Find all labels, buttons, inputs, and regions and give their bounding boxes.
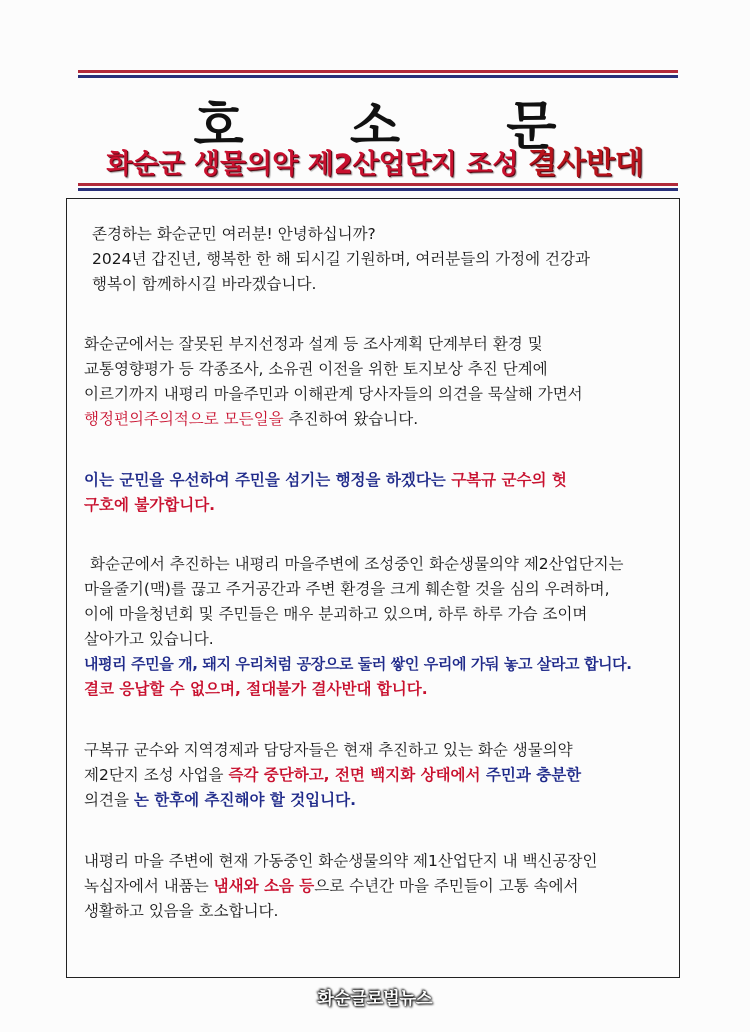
process-line-3: 이르기까지 내평리 마을주민과 이해관계 당사자들의 의견을 묵살해 가면서	[84, 385, 583, 403]
page-subtitle	[0, 138, 750, 182]
demand-blue-text: 주민과 충분한	[480, 766, 582, 784]
demand-line-2-start: 제2단지 조성 사업을	[84, 766, 229, 784]
concern-line-3: 이에 마을청년회 및 주민들은 매우 분괴하고 있으며, 하루 하루 가슴 조이며	[84, 605, 588, 623]
appeal-line-3: 생활하고 있음을 호소합니다.	[84, 902, 279, 920]
paragraph-concern-cont	[84, 577, 684, 702]
concern-line-4: 살아가고 있습니다.	[84, 630, 214, 648]
criticism-red-text: 구복규 군수의 헛	[451, 471, 567, 489]
greeting-line-3: 행복이 함께하시길 바라겠습니다.	[92, 275, 317, 293]
appeal-line-2	[84, 874, 684, 899]
demand-line-3	[84, 788, 684, 813]
paragraph-appeal	[84, 849, 684, 924]
concern-line-1: 화순군에서 추진하는 내평리 마을주변에 조성중인 화순생물의약 제2산업단지는	[90, 555, 624, 573]
appeal-red-text: 냄새와 소음 등	[213, 877, 315, 895]
concern-line-5: 내평리 주민을 개, 돼지 우리처럼 공장으로 둘러 쌓인 우리에 가둬 놓고 살라고 합니다.	[84, 655, 632, 673]
paragraph-criticism	[84, 468, 684, 518]
news-watermark: 화순글로벌뉴스	[317, 989, 433, 1009]
criticism-line-1	[84, 468, 684, 493]
header-rule-blue-top	[78, 75, 678, 78]
criticism-line-2: 구호에 불가합니다.	[84, 496, 216, 514]
paragraph-process	[84, 332, 684, 432]
page-title: 호 소 문	[193, 97, 601, 157]
greeting-paragraph	[92, 222, 692, 297]
demand-line-3-start: 의견을	[84, 791, 134, 809]
process-highlight: 행정편의주의적으로 모든일을	[84, 410, 284, 428]
process-line-4-rest: 추진하여 왔습니다.	[283, 410, 419, 428]
greeting-line-1: 존경하는 화순군민 여러분! 안녕하십니까?	[92, 225, 376, 243]
paragraph-demand	[84, 738, 684, 813]
paragraph-concern	[90, 552, 690, 577]
process-line-4	[84, 407, 684, 432]
appeal-line-2-end: 으로 수년간 마을 주민들이 고통 속에서	[314, 877, 579, 895]
demand-line-1: 구복규 군수와 지역경제과 담당자들은 현재 추진하고 있는 화순 생물의약	[84, 741, 573, 759]
criticism-blue-text: 이는 군민을 우선하여 주민을 섬기는 행정을 하겠다는	[84, 471, 452, 489]
process-line-1: 화순군에서는 잘못된 부지선정과 설계 등 조사계획 단계부터 환경 및	[84, 335, 543, 353]
concern-line-6: 결코 응납할 수 없으며, 절대불가 결사반대 합니다.	[84, 680, 428, 698]
appeal-line-2-start: 녹십자에서 내품는	[84, 877, 214, 895]
subtitle-main: 화순군 생물의약 제2산업단지 조성	[106, 149, 519, 180]
demand-line-3-blue: 논 한후에 추진해야 할 것입니다.	[133, 791, 356, 809]
greeting-line-2: 2024년 갑진년, 행복한 한 해 되시길 기원하며, 여러분들의 가정에 건강과	[92, 250, 590, 268]
demand-red-text: 즉각 중단하고, 전면 백지화 상태에서	[228, 766, 481, 784]
demand-line-2	[84, 763, 684, 788]
header-rule-red-bottom	[78, 183, 678, 186]
header-rule-red-top	[78, 70, 678, 73]
appeal-line-1: 내평리 마을 주변에 현재 가동중인 화순생물의약 제1산업단지 내 백신공장인	[84, 852, 598, 870]
subtitle-emphasis: 결사반대	[527, 146, 644, 181]
process-line-2: 교통영향평가 등 각종조사, 소유권 이전을 위한 토지보상 추진 단계에	[84, 360, 548, 378]
header-rule-blue-bottom	[78, 188, 678, 191]
concern-line-2: 마을줄기(맥)를 끊고 주거공간과 주변 환경을 크게 훼손할 것을 심의 우려하며,	[84, 580, 610, 598]
